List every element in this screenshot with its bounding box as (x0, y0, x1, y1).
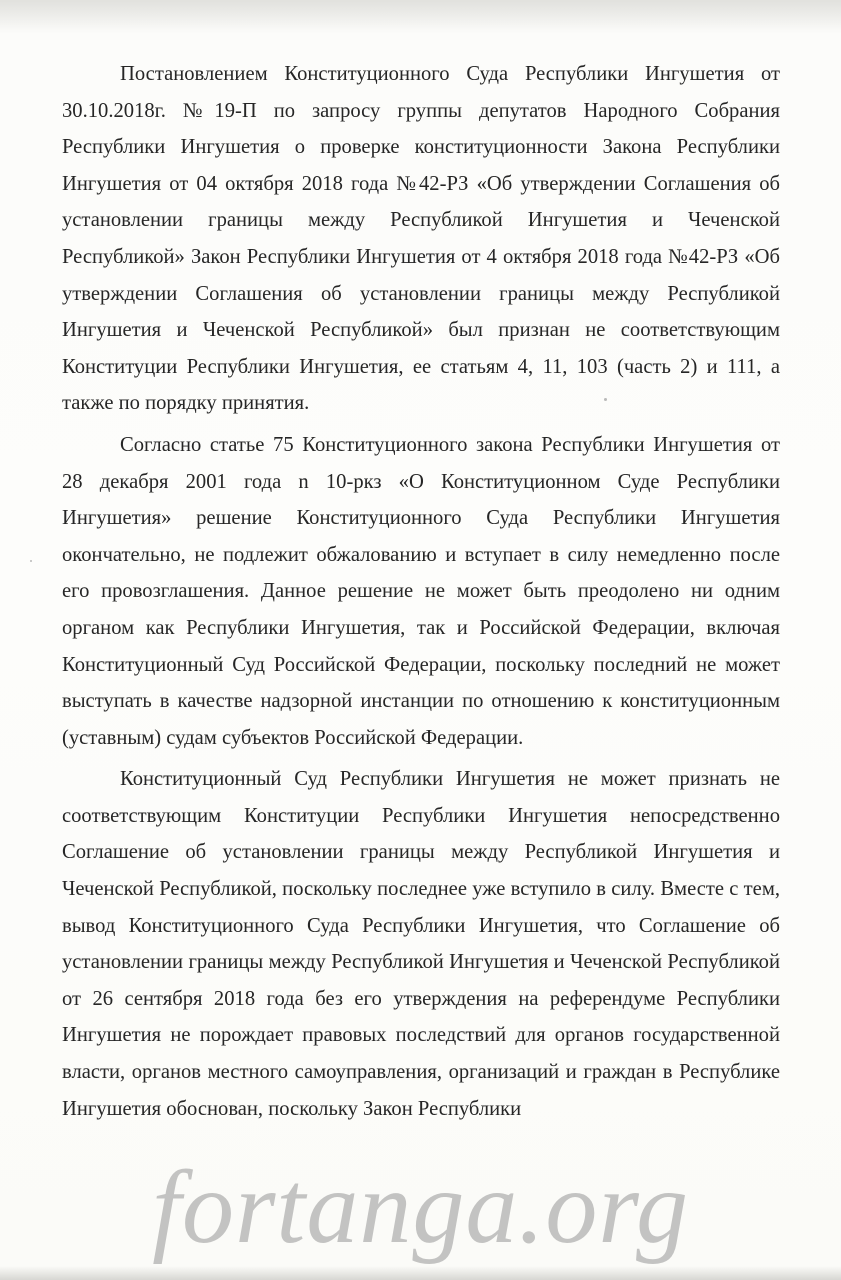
paragraph-3: Конституционный Суд Республики Ингушетия не может признать не соответствующим Конституции Республики Ингушетия непосредственно Соглашение об установлении границы между Республикой Ингушетия и Чеченской Республикой, поскольку последнее уже вступило в силу. Вместе с тем, вывод Конституционного Суда Республики Ингушетия, что Соглашение об установлении границы между Республикой Ингушетия и Чеченской Республикой от 26 сентября 2018 года без его утверждения на референдуме Республики Ингушетия не порождает правовых последствий для органов государственной власти, органов местного самоуправления, организаций и граждан в Республике Ингушетия обоснован, поскольку Закон Республики (62, 768, 780, 1120)
paragraph-2: Согласно статье 75 Конституционного закона Республики Ингушетия от 28 декабря 2001 года n 10-ркз «О Конституционном Суде Республики Ингушетия» решение Конституционного Суда Республики Ингушетия окончательно, не подлежит обжалованию и вступает в силу немедленно после его провозглашения. Данное решение не может быть преодолено ни одним органом как Республики Ингушетия, так и Российской Федерации, включая Конституционный Суд Российской Федерации, поскольку последний не может выступать в качестве надзорной инстанции по отношению к конституционным (уставным) судам субъектов Российской Федерации. (62, 433, 780, 749)
scan-speck (30, 560, 32, 562)
scan-shadow-bottom (0, 1266, 841, 1280)
paragraph-1: Постановлением Конституционного Суда Республики Ингушетия от 30.10.2018г. №19-П по запросу группы депутатов Народного Собрания Республики Ингушетия о проверке конституционности Закона Республики Ингушетия от 04 октября 2018 года №42-РЗ «Об утверждении Соглашения об установлении границы между Республикой Ингушетия и Чеченской Республикой» Закон Республики Ингушетия от 4 октября 2018 года №42-РЗ «Об утверждении Соглашения об установлении границы между Республикой Ингушетия и Чеченской Республикой» был признан не соответствующим Конституции Республики Ингушетия, ее статьям 4, 11, 103 (часть 2) и 111, а также по порядку принятия. (62, 63, 780, 415)
scan-speck (604, 398, 607, 401)
watermark-text: fortanga.org (152, 1150, 689, 1265)
document-body (62, 56, 780, 1127)
scan-shadow-top (0, 0, 841, 34)
